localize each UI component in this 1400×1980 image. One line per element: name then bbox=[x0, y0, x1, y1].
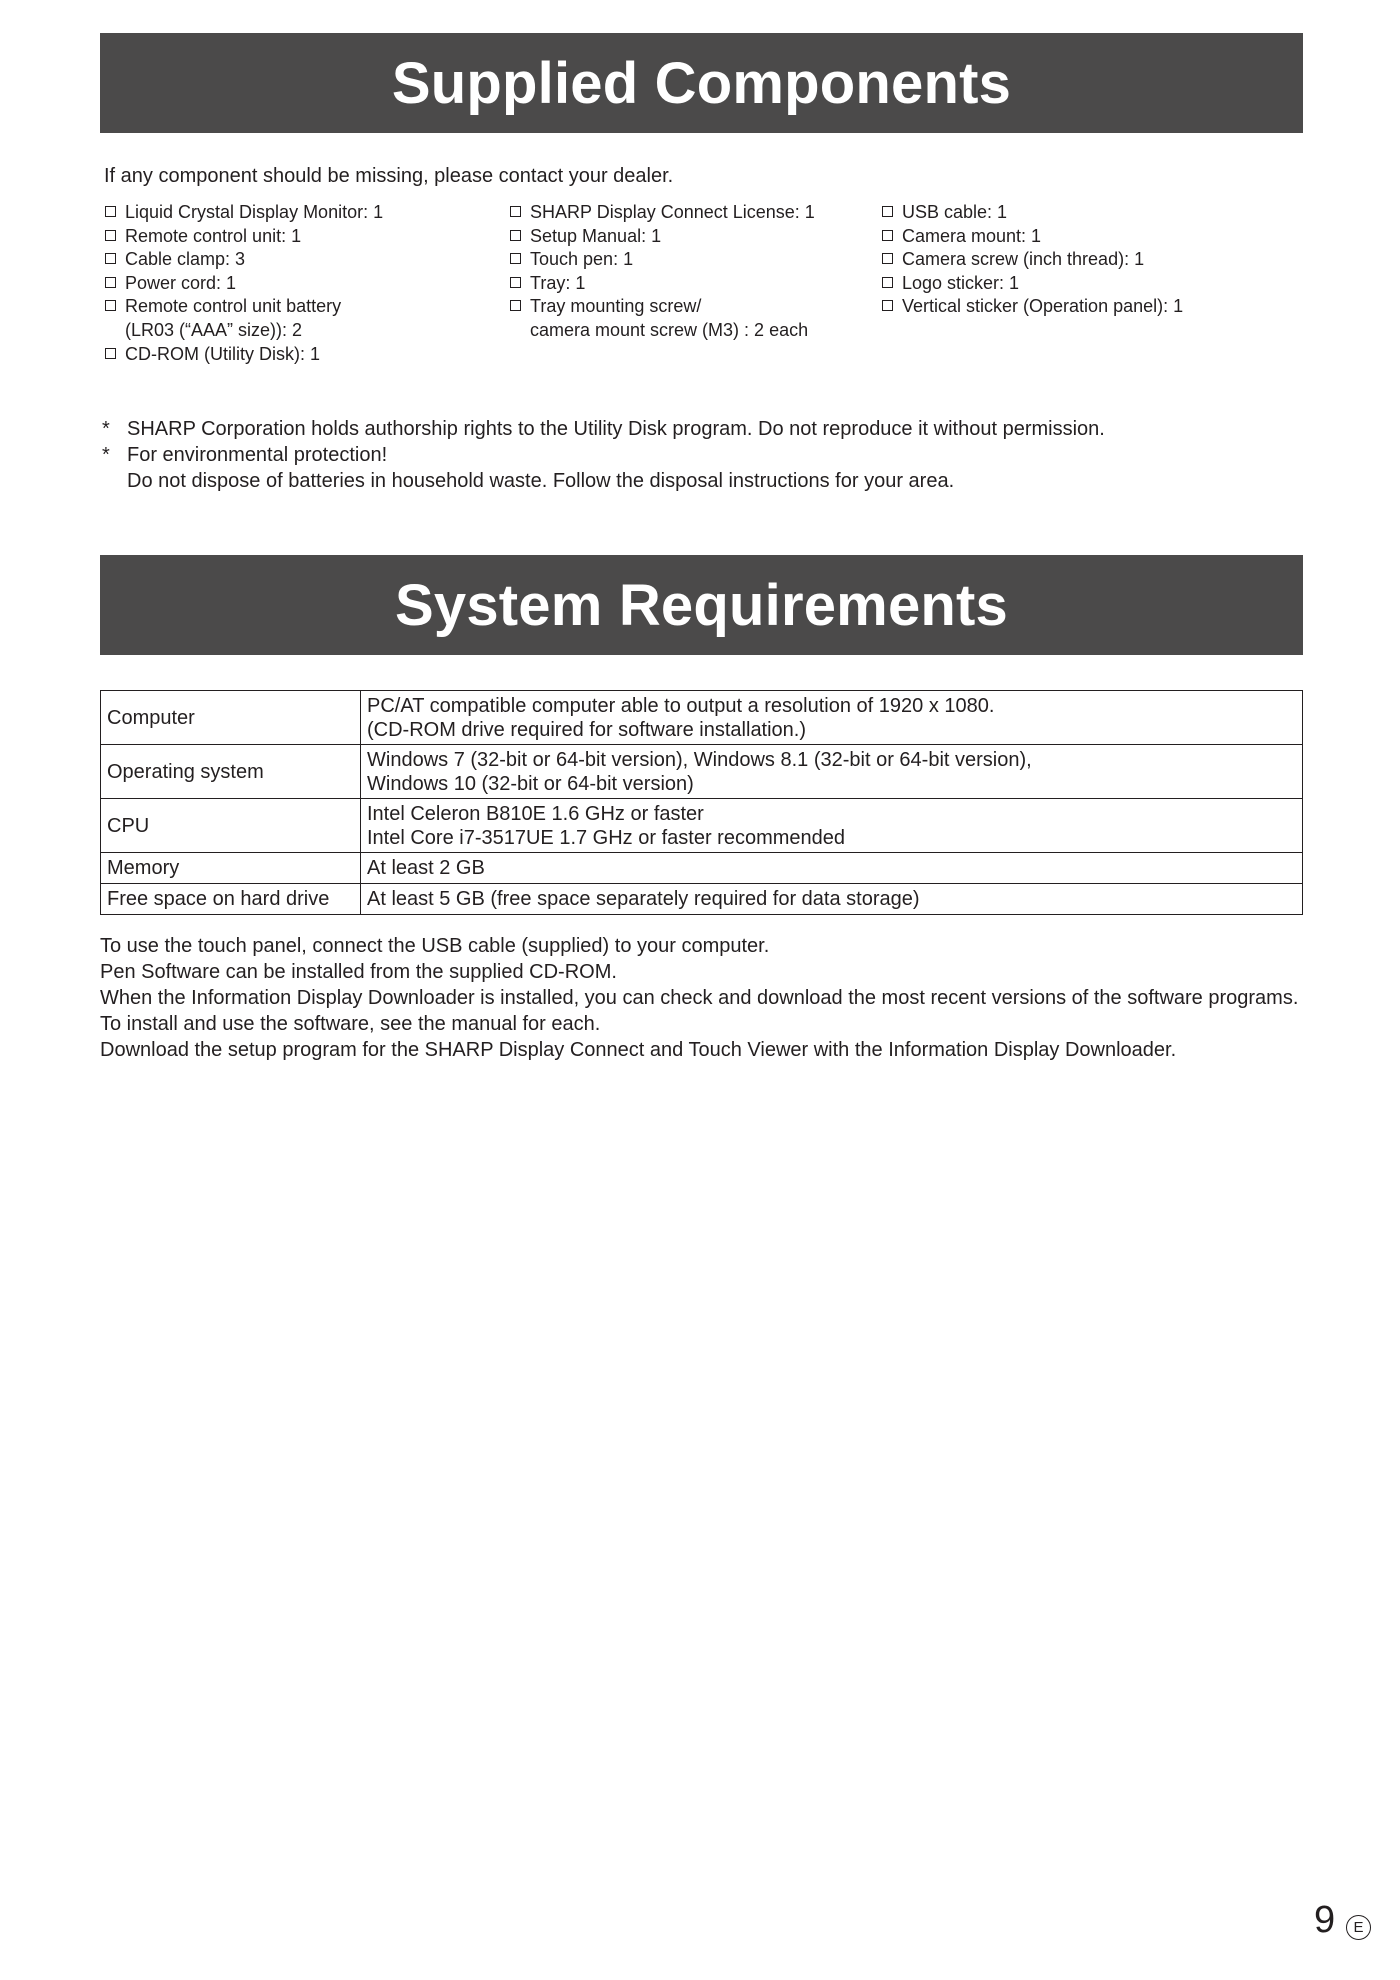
requirement-value-line: Intel Core i7-3517UE 1.7 GHz or faster recommended bbox=[367, 826, 845, 849]
component-label: Vertical sticker (Operation panel): 1 bbox=[902, 296, 1184, 317]
table-row bbox=[101, 853, 1303, 884]
table-row bbox=[101, 745, 1303, 799]
note-text: SHARP Corporation holds authorship rights to the Utility Disk program. Do not reproduce it without permission. bbox=[127, 418, 1105, 440]
note bbox=[102, 416, 1105, 442]
requirements-notes bbox=[100, 933, 1310, 1063]
checkbox-icon bbox=[882, 206, 893, 217]
checkbox-icon bbox=[510, 277, 521, 288]
requirements-table bbox=[100, 690, 1303, 915]
page-number: 9 bbox=[1314, 1899, 1336, 1941]
component-item bbox=[509, 272, 879, 296]
checkbox-icon bbox=[105, 230, 116, 241]
supplied-components-heading: Supplied Components bbox=[100, 33, 1303, 133]
note-marker: * bbox=[102, 444, 110, 466]
requirement-value-line: At least 2 GB bbox=[367, 857, 485, 879]
component-label: CD-ROM (Utility Disk): 1 bbox=[125, 343, 320, 364]
table-row bbox=[101, 799, 1303, 853]
table-row bbox=[101, 884, 1303, 915]
paragraph: When the Information Display Downloader is installed, you can check and download the most recent versions of the software programs. bbox=[100, 987, 1299, 1009]
notes-block bbox=[102, 416, 1105, 494]
component-list-column-1 bbox=[104, 201, 504, 366]
note-marker: * bbox=[102, 418, 110, 440]
requirement-value-line: At least 5 GB (free space separately required for data storage) bbox=[367, 888, 920, 910]
note-text: Do not dispose of batteries in household waste. Follow the disposal instructions for your area. bbox=[127, 470, 955, 492]
component-item bbox=[509, 225, 879, 249]
requirement-value bbox=[361, 745, 1303, 799]
checkbox-icon bbox=[882, 300, 893, 311]
supplied-intro: If any component should be missing, please contact your dealer. bbox=[104, 165, 674, 187]
checkbox-icon bbox=[105, 277, 116, 288]
component-item bbox=[509, 248, 879, 272]
component-item bbox=[881, 295, 1301, 319]
note bbox=[102, 468, 1105, 494]
checkbox-icon bbox=[105, 300, 116, 311]
component-item bbox=[509, 201, 879, 225]
component-item bbox=[509, 295, 879, 342]
component-label: Logo sticker: 1 bbox=[902, 272, 1020, 293]
requirement-label: CPU bbox=[101, 799, 361, 853]
component-label: Power cord: 1 bbox=[125, 272, 237, 293]
component-label: Camera screw (inch thread): 1 bbox=[902, 249, 1145, 270]
requirement-value bbox=[361, 884, 1303, 915]
component-item bbox=[881, 272, 1301, 296]
component-item bbox=[104, 272, 504, 296]
component-item bbox=[104, 248, 504, 272]
component-label: Tray mounting screw/ camera mount screw (M3) : 2 each bbox=[530, 296, 809, 340]
paragraph: To install and use the software, see the manual for each. bbox=[100, 1013, 601, 1035]
requirement-value-line: Windows 7 (32-bit or 64-bit version), Windows 8.1 (32-bit or 64-bit version), bbox=[367, 748, 1032, 771]
requirement-value bbox=[361, 691, 1303, 745]
component-label: USB cable: 1 bbox=[902, 202, 1008, 222]
requirement-label: Memory bbox=[101, 853, 361, 884]
requirement-label: Computer bbox=[101, 691, 361, 745]
requirement-label: Operating system bbox=[101, 745, 361, 799]
component-item bbox=[881, 201, 1301, 225]
requirement-value bbox=[361, 853, 1303, 884]
checkbox-icon bbox=[882, 230, 893, 241]
system-requirements-heading: System Requirements bbox=[100, 555, 1303, 655]
component-item bbox=[104, 225, 504, 249]
note-text: For environmental protection! bbox=[127, 444, 388, 466]
requirement-value-line: Intel Celeron B810E 1.6 GHz or faster bbox=[367, 802, 704, 825]
component-label: Remote control unit: 1 bbox=[125, 225, 302, 246]
component-label: SHARP Display Connect License: 1 bbox=[530, 202, 815, 222]
checkbox-icon bbox=[882, 277, 893, 288]
requirement-value-line: (CD-ROM drive required for software installation.) bbox=[367, 718, 807, 741]
paragraph: Download the setup program for the SHARP Display Connect and Touch Viewer with the Information Display Downloader. bbox=[100, 1039, 1177, 1061]
component-label: Touch pen: 1 bbox=[530, 249, 634, 270]
component-label: Liquid Crystal Display Monitor: 1 bbox=[125, 202, 384, 222]
component-label: Tray: 1 bbox=[530, 272, 586, 293]
component-label: Setup Manual: 1 bbox=[530, 225, 662, 246]
requirement-label: Free space on hard drive bbox=[101, 884, 361, 915]
checkbox-icon bbox=[105, 253, 116, 264]
checkbox-icon bbox=[510, 206, 521, 217]
component-label: Camera mount: 1 bbox=[902, 225, 1042, 246]
component-label: Cable clamp: 3 bbox=[125, 249, 246, 270]
checkbox-icon bbox=[510, 253, 521, 264]
component-item bbox=[881, 248, 1301, 272]
requirement-value-line: PC/AT compatible computer able to output a resolution of 1920 x 1080. bbox=[367, 694, 995, 717]
component-list-column-2 bbox=[509, 201, 879, 343]
paragraph: Pen Software can be installed from the supplied CD-ROM. bbox=[100, 961, 617, 983]
component-item bbox=[104, 295, 504, 342]
component-item bbox=[881, 225, 1301, 249]
component-item bbox=[104, 201, 504, 225]
checkbox-icon bbox=[882, 253, 893, 264]
component-list-column-3 bbox=[881, 201, 1301, 319]
component-label: Remote control unit battery (LR03 (“AAA” size)): 2 bbox=[125, 296, 342, 340]
checkbox-icon bbox=[510, 300, 521, 311]
table-row bbox=[101, 691, 1303, 745]
language-mark: E bbox=[1346, 1915, 1371, 1940]
note bbox=[102, 442, 1105, 468]
requirement-value-line: Windows 10 (32-bit or 64-bit version) bbox=[367, 772, 694, 795]
requirement-value bbox=[361, 799, 1303, 853]
checkbox-icon bbox=[105, 348, 116, 359]
paragraph: To use the touch panel, connect the USB cable (supplied) to your computer. bbox=[100, 935, 770, 957]
checkbox-icon bbox=[105, 206, 116, 217]
component-item bbox=[104, 343, 504, 367]
checkbox-icon bbox=[510, 230, 521, 241]
